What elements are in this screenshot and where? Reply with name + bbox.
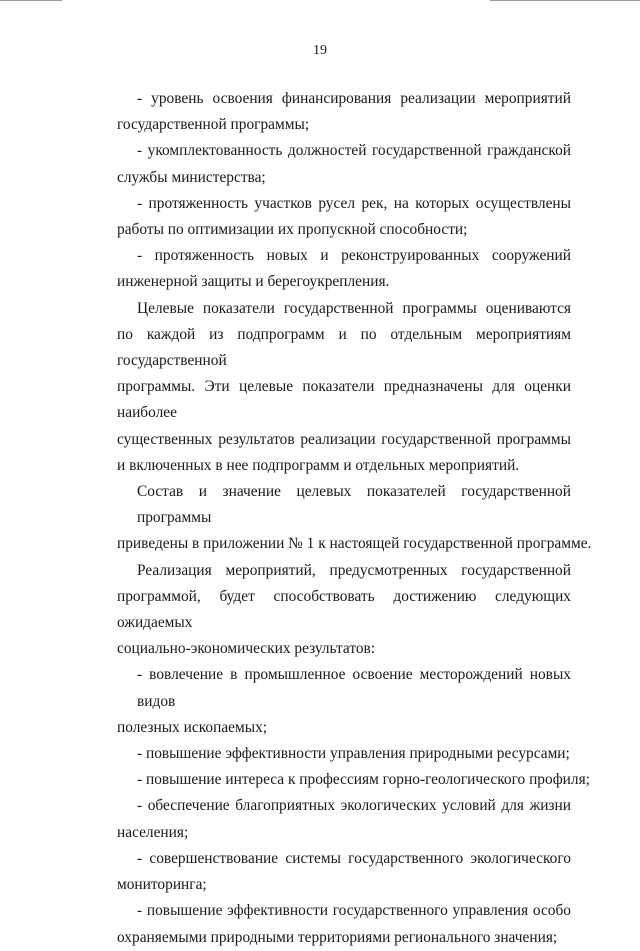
text-line: Целевые показатели государственной программы оцениваются bbox=[137, 299, 571, 317]
text-line: - повышение интереса к профессиям горно-геологического профиля; bbox=[137, 771, 590, 789]
text-line: по каждой из подпрограмм и по отдельным мероприятиям государственной bbox=[117, 325, 571, 370]
text-line: приведены в приложении № 1 к настоящей государственной программе. bbox=[117, 535, 592, 553]
paragraph bbox=[117, 558, 571, 663]
text-line: Реализация мероприятий, предусмотренных государственной bbox=[137, 561, 571, 579]
text-line: - совершенствование системы государственного экологического bbox=[137, 849, 571, 867]
paragraph bbox=[117, 767, 590, 793]
text-line: государственной программы; bbox=[117, 116, 310, 134]
scan-edge-mark-left bbox=[0, 0, 62, 1]
paragraph bbox=[117, 898, 571, 950]
document-body bbox=[117, 86, 592, 951]
text-line: - повышение эффективности управления природными ресурсами; bbox=[137, 745, 570, 763]
text-line: службы министерства; bbox=[117, 168, 266, 186]
paragraph bbox=[117, 138, 571, 190]
text-line: - протяженность новых и реконструированных сооружений bbox=[137, 247, 571, 265]
text-line: охраняемыми природными территориями регионального значения; bbox=[117, 928, 558, 946]
paragraph bbox=[117, 191, 571, 243]
paragraph bbox=[117, 793, 571, 845]
paragraph bbox=[117, 662, 571, 741]
text-line: - обеспечение благоприятных экологических условий для жизни bbox=[137, 797, 571, 815]
text-line: полезных ископаемых; bbox=[117, 718, 268, 736]
text-line: работы по оптимизации их пропускной способности; bbox=[117, 221, 468, 239]
text-line: - вовлечение в промышленное освоение месторождений новых видов bbox=[137, 666, 571, 710]
text-line: - укомплектованность должностей государственной гражданской bbox=[137, 142, 571, 160]
text-line: мониторинга; bbox=[117, 876, 207, 894]
page-number: 19 bbox=[313, 43, 327, 58]
text-line: социально-экономических результатов: bbox=[117, 640, 376, 658]
text-line: - протяженность участков русел рек, на которых осуществлены bbox=[137, 194, 571, 212]
text-line: и включенных в нее подпрограмм и отдельных мероприятий. bbox=[117, 456, 520, 474]
text-line: инженерной защиты и берегоукрепления. bbox=[117, 273, 390, 291]
text-line: Состав и значение целевых показателей государственной программы bbox=[137, 483, 571, 527]
text-line: программы. Эти целевые показатели предназначены для оценки наиболее bbox=[117, 378, 571, 422]
paragraph bbox=[117, 846, 571, 898]
paragraph bbox=[117, 296, 571, 479]
text-line: - уровень освоения финансирования реализации мероприятий bbox=[137, 90, 571, 107]
paragraph bbox=[117, 741, 571, 767]
text-line: - повышение эффективности государственного управления особо bbox=[137, 902, 571, 920]
text-line: существенных результатов реализации государственной программы bbox=[117, 430, 571, 448]
paragraph bbox=[117, 479, 592, 558]
paragraph bbox=[117, 86, 571, 138]
paragraph bbox=[117, 243, 571, 295]
text-line: программой, будет способствовать достижению следующих ожидаемых bbox=[117, 587, 571, 632]
scan-edge-mark-right bbox=[490, 0, 640, 1]
text-line: населения; bbox=[117, 823, 189, 841]
